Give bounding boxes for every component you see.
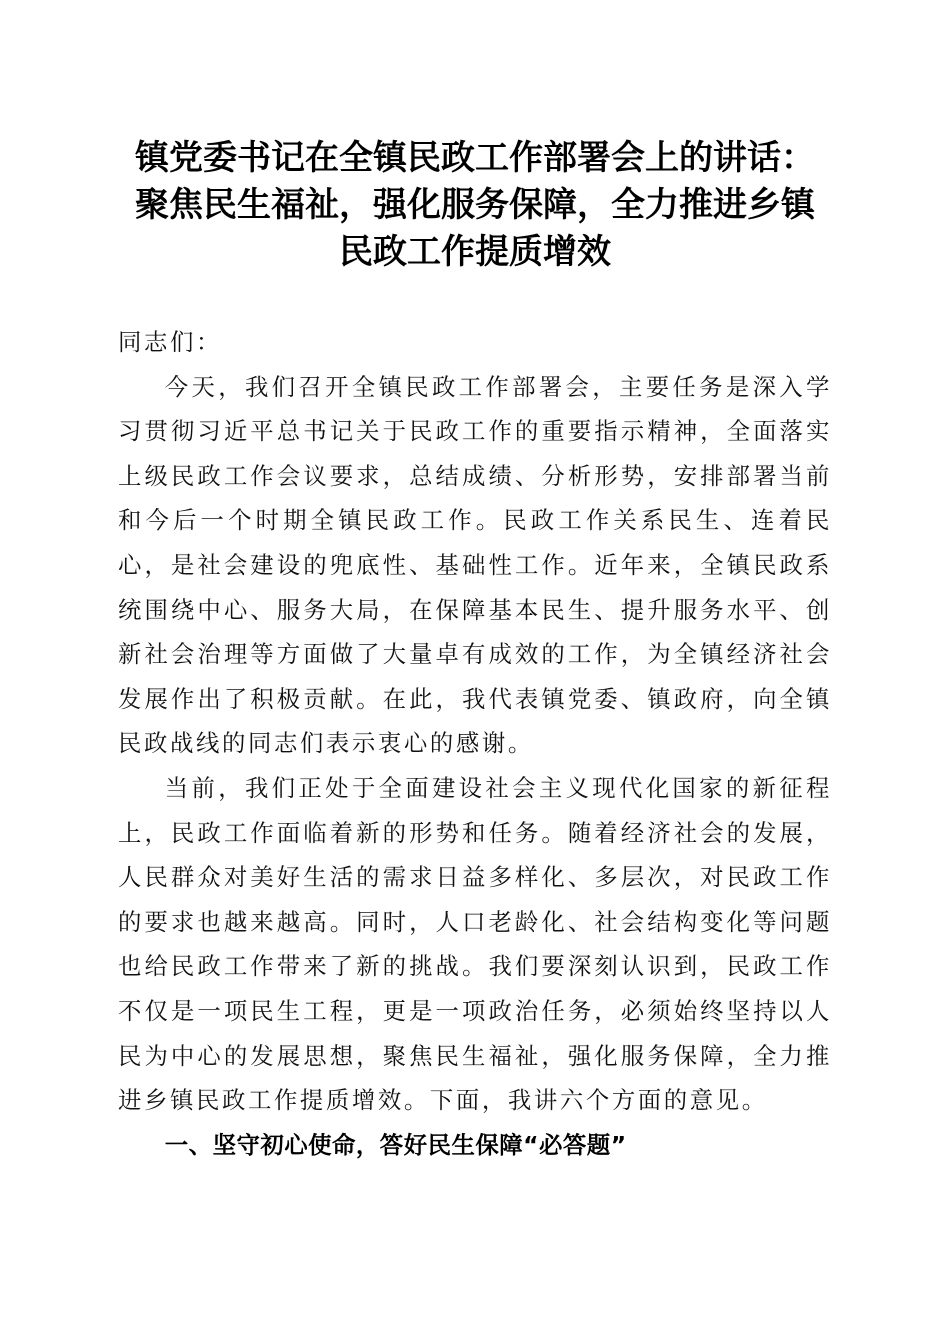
document-body <box>118 320 832 1167</box>
title-line-3: 民政工作提质增效 <box>339 232 611 272</box>
salutation: 同志们： <box>118 328 222 356</box>
paragraph-2: 当前，我们正处于全面建设社会主义现代化国家的新征程上，民政工作面临着新的形势和任务。随着经济社会的发展，人民群众对美好生活的需求日益多样化、多层次，对民政工作的要求也越来越高。同时，人口老龄化、社会结构变化等问题也给民政工作带来了新的挑战。我们要深刻认识到，民政工作不仅是一项民生工程，更是一项政治任务，必须始终坚持以人民为中心的发展思想，聚焦民生福祉，强化服务保障，全力推进乡镇民政工作提质增效。下面，我讲六个方面的意见。 <box>118 773 832 1115</box>
paragraph-1: 今天，我们召开全镇民政工作部署会，主要任务是深入学习贯彻习近平总书记关于民政工作的重要指示精神，全面落实上级民政工作会议要求，总结成绩、分析形势，安排部署当前和今后一个时期全镇民政工作。民政工作关系民生、连着民心，是社会建设的兜底性、基础性工作。近年来，全镇民政系统围绕中心、服务大局，在保障基本民生、提升服务水平、创新社会治理等方面做了大量卓有成效的工作，为全镇经济社会发展作出了积极贡献。在此，我代表镇党委、镇政府，向全镇民政战线的同志们表示衷心的感谢。 <box>118 372 832 758</box>
section-heading: 一、坚守初心使命，答好民生保障“必答题” <box>164 1130 627 1159</box>
title-line-1: 镇党委书记在全镇民政工作部署会上的讲话： <box>135 138 815 178</box>
document-title <box>118 135 832 276</box>
title-line-2: 聚焦民生福祉，强化服务保障，全力推进乡镇 <box>135 185 815 225</box>
